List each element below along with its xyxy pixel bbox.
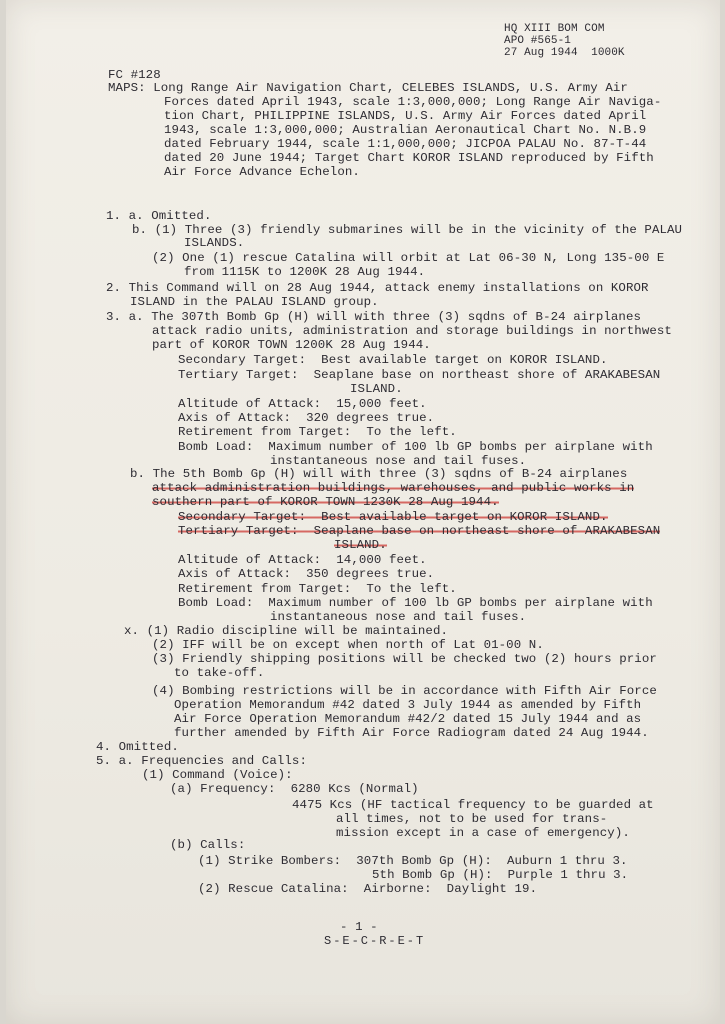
para-line: all times, not to be used for trans- (336, 812, 608, 826)
para-3b: b. The 5th Bomb Gp (H) will with three (3) sqdns of B-24 airplanes (130, 467, 628, 481)
para-line: ISLAND in the PALAU ISLAND group. (130, 295, 379, 309)
para-line: further amended by Fifth Air Force Radiogram dated 24 Aug 1944. (174, 726, 649, 740)
para-line: Operation Memorandum #42 dated 3 July 1944 as amended by Fifth (174, 698, 642, 712)
tertiary-target: Tertiary Target: Seaplane base on northeast shore of ARAKABESAN (178, 368, 661, 382)
para-3a: 3. a. The 307th Bomb Gp (H) will with three (3) sqdns of B-24 airplanes (106, 310, 642, 324)
header-line-2: APO #565-1 (504, 35, 572, 47)
altitude-of-attack: Altitude of Attack: 14,000 feet. (178, 553, 427, 567)
maps-line: dated 20 June 1944; Target Chart KOROR ISLAND reproduced by Fifth (164, 151, 654, 165)
para-x-2: (2) IFF will be on except when north of Lat 01-00 N. (152, 638, 544, 652)
para-line: ISLANDS. (184, 236, 245, 250)
axis-of-attack: Axis of Attack: 320 degrees true. (178, 411, 435, 425)
struck-line: ISLAND. (334, 538, 387, 552)
classification-footer: S-E-C-R-E-T (324, 934, 426, 948)
struck-line: southern part of KOROR TOWN 1230K 28 Aug 1944. (152, 495, 499, 509)
retirement: Retirement from Target: To the left. (178, 425, 457, 439)
fc-number: FC #128 (108, 68, 161, 82)
para-x-4: (4) Bombing restrictions will be in accordance with Fifth Air Force (152, 684, 657, 698)
page-number: - 1 - (340, 920, 378, 934)
altitude-of-attack: Altitude of Attack: 15,000 feet. (178, 397, 427, 411)
para-line: Air Force Operation Memorandum #42/2 dated 15 July 1944 and as (174, 712, 642, 726)
frequency: (a) Frequency: 6280 Kcs (Normal) (170, 782, 419, 796)
para-line: part of KOROR TOWN 1200K 28 Aug 1944. (152, 338, 431, 352)
maps-line: tion Chart, PHILIPPINE ISLANDS, U.S. Army Air Forces dated April (164, 109, 647, 123)
maps-line: 1943, scale 1:3,000,000; Australian Aeronautical Chart No. N.B.9 (164, 123, 647, 137)
axis-of-attack: Axis of Attack: 350 degrees true. (178, 567, 435, 581)
bomb-load: Bomb Load: Maximum number of 100 lb GP bombs per airplane with (178, 440, 653, 454)
maps-line: Air Force Advance Echelon. (164, 165, 360, 179)
maps-line: Forces dated April 1943, scale 1:3,000,000; Long Range Air Naviga- (164, 95, 662, 109)
para-line: 4475 Kcs (HF tactical frequency to be guarded at (292, 798, 654, 812)
calls: (b) Calls: (170, 838, 246, 852)
para-1b-1: b. (1) Three (3) friendly submarines will be in the vicinity of the PALAU (132, 223, 683, 237)
para-2: 2. This Command will on 28 Aug 1944, attack enemy installations on KOROR (106, 281, 649, 295)
document-page (6, 0, 720, 1024)
para-1b-2: (2) One (1) rescue Catalina will orbit at Lat 06-30 N, Long 135-00 E (152, 251, 665, 265)
bomb-load: Bomb Load: Maximum number of 100 lb GP bombs per airplane with (178, 596, 653, 610)
secondary-target: Secondary Target: Best available target on KOROR ISLAND. (178, 353, 608, 367)
para-line: instantaneous nose and tail fuses. (270, 454, 527, 468)
para-5a: 5. a. Frequencies and Calls: (96, 754, 307, 768)
para-line: 5th Bomb Gp (H): Purple 1 thru 3. (372, 868, 629, 882)
para-line: ISLAND. (350, 382, 403, 396)
maps-line: dated February 1944, scale 1:1,000,000; JICPOA PALAU No. 87-T-44 (164, 137, 647, 151)
para-line: to take-off. (174, 666, 265, 680)
command-voice: (1) Command (Voice): (142, 768, 293, 782)
maps-line: MAPS: Long Range Air Navigation Chart, CELEBES ISLANDS, U.S. Army Air (108, 81, 628, 95)
para-line: instantaneous nose and tail fuses. (270, 610, 527, 624)
retirement: Retirement from Target: To the left. (178, 582, 457, 596)
rescue-catalina: (2) Rescue Catalina: Airborne: Daylight 19. (198, 882, 538, 896)
struck-secondary-target: Secondary Target: Best available target on KOROR ISLAND. (178, 510, 608, 524)
para-x-1: x. (1) Radio discipline will be maintained. (124, 624, 449, 638)
para-line: mission except in a case of emergency). (336, 826, 630, 840)
strike-bombers: (1) Strike Bombers: 307th Bomb Gp (H): Auburn 1 thru 3. (198, 854, 628, 868)
struck-line: attack administration buildings, warehouses, and public works in (152, 481, 635, 495)
header-line-1: HQ XIII BOM COM (504, 23, 605, 35)
header-date-time: 27 Aug 1944 1000K (504, 47, 625, 59)
struck-tertiary-target: Tertiary Target: Seaplane base on northeast shore of ARAKABESAN (178, 524, 661, 538)
para-line: attack radio units, administration and storage buildings in northwest (152, 324, 672, 338)
para-line: from 1115K to 1200K 28 Aug 1944. (184, 265, 426, 279)
para-x-3: (3) Friendly shipping positions will be checked two (2) hours prior (152, 652, 657, 666)
para-1a: 1. a. Omitted. (106, 209, 212, 223)
para-4: 4. Omitted. (96, 740, 179, 754)
